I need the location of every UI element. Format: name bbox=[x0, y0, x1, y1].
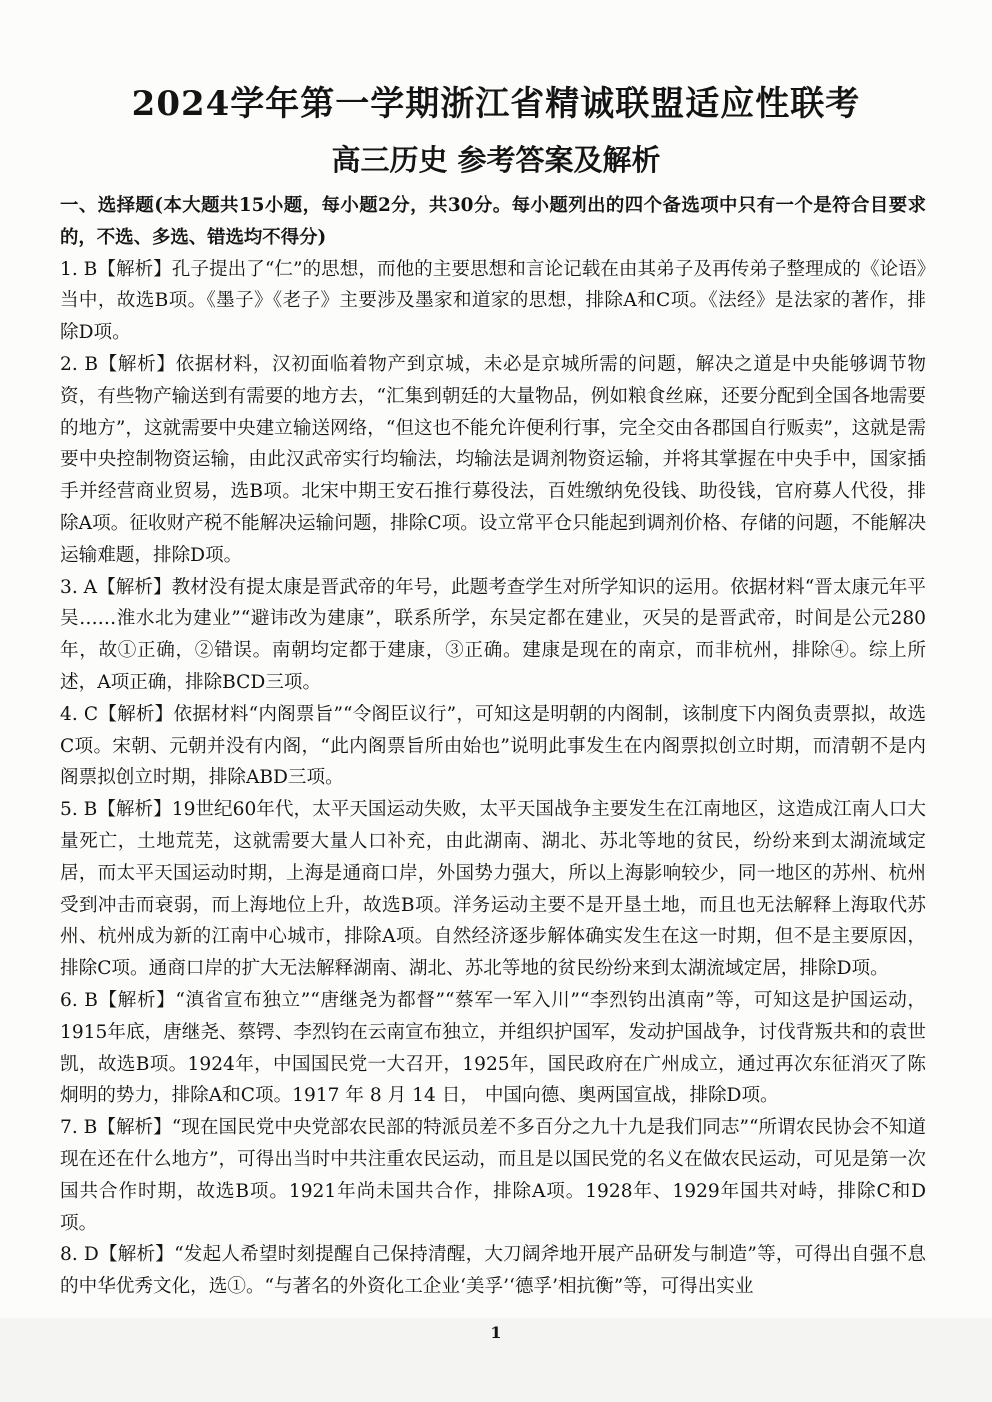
answer-item-8: 8. D【解析】“发起人希望时刻提醒自己保持清醒，大刀阔斧地开展产品研发与制造”等，可得出自强不息的中华优秀文化，选①。“与著名的外资化工企业‘美孚’‘德孚’相抗衡”等，可得出实业 bbox=[60, 1244, 926, 1298]
answer-item-7: 7. B【解析】“现在国民党中央党部农民部的特派员差不多百分之九十九是我们同志”“所谓农民协会不知道现在还在什么地方”，可得出当时中共注重农民运动，而且是以国民党的名义在做农民运动，可见是第一次国共合作时期，故选B项。1921年尚未国共合作，排除A项。1928年、1929年国共对峙，排除C和D项。 bbox=[60, 1117, 926, 1234]
section-heading: 一、选择题(本大题共15小题，每小题2分，共30分。每小题列出的四个备选项中只有一个是符合目要求的，不选、多选、错选均不得分) bbox=[60, 195, 926, 248]
exam-title: 2024学年第一学期浙江省精诚联盟适应性联考 bbox=[131, 84, 861, 124]
answer-item-6: 6. B【解析】“滇省宣布独立”“唐继尧为都督”“蔡军一军入川”“李烈钧出滇南”等，可知这是护国运动，1915年底，唐继尧、蔡锷、李烈钧在云南宣布独立，并组织护国军，发动护国战争，讨伐背叛共和的袁世凯，故选B项。1924年，中国国民党一大召开，1925年，国民政府在广州成立，通过再次东征消灭了陈炯明的势力，排除A和C项。1917 年 8 月 14 日， 中国向德、奥两国宣战，排除D项。 bbox=[60, 989, 926, 1107]
document-subtitle: 高三历史 参考答案及解析 bbox=[331, 143, 661, 177]
answer-item-2: 2. B【解析】依据材料，汉初面临着物产到京城，未必是京城所需的问题，解决之道是中央能够调节物资，有些物产输送到有需要的地方去，“汇集到朝廷的大量物品，例如粮食丝麻，还要分配到全国各地需要的地方”，这就需要中央建立输送网络，“但这也不能允许便利行事，完全交由各郡国自行贩卖”，这就是需要中央控制物资运输，由此汉武帝实行均输法，均输法是调剂物资运输，并将其掌握在中央手中，国家插手并经营商业贸易，选B项。北宋中期王安石推行募役法，百姓缴纳免役钱、助役钱，官府募人代役，排除A项。征收财产税不能解决运输问题，排除C项。设立常平仓只能起到调剂价格、存储的问题，不能解决运输难题，排除D项。 bbox=[60, 353, 926, 566]
answer-item-4: 4. C【解析】依据材料“内阁票旨”“令阁臣议行”，可知这是明朝的内阁制，该制度下内阁负责票拟，故选C项。宋朝、元朝并没有内阁，“此内阁票旨所由始也”说明此事发生在内阁票拟创立时期，而清朝不是内阁票拟创立时期，排除ABD三项。 bbox=[60, 703, 926, 789]
answer-item-3: 3. A【解析】教材没有提太康是晋武帝的年号，此题考查学生对所学知识的运用。依据材料“晋太康元年平吴……淮水北为建业”“避讳改为建康”，联系所学，东吴定都在建业，灭吴的是晋武帝，时间是公元280年，故①正确，②错误。南朝均定都于建康，③正确。建康是现在的南京，而非杭州，排除④。综上所述，A项正确，排除BCD三项。 bbox=[60, 576, 926, 693]
page-number: 1 bbox=[490, 1323, 502, 1342]
answer-item-1: 1. B【解析】孔子提出了“仁”的思想，而他的主要思想和言论记载在由其弟子及再传弟子整理成的《论语》当中，故选B项。《墨子》《老子》主要涉及墨家和道家的思想，排除A和C项。《法经》是法家的著作，排除D项。 bbox=[60, 258, 926, 344]
answer-content bbox=[60, 190, 926, 1303]
answer-item-5: 5. B【解析】19世纪60年代，太平天国运动失败，太平天国战争主要发生在江南地区，这造成江南人口大量死亡，土地荒芜，这就需要大量人口补充，由此湖南、湖北、苏北等地的贫民，纷纷来到太湖流域定居，而太平天国运动时期，上海是通商口岸，外国势力强大，所以上海影响较少，同一地区的苏州、杭州受到冲击而衰弱，而上海地位上升，故选B项。洋务运动主要不是开垦土地，而且也无法解释上海取代苏州、杭州成为新的江南中心城市，排除A项。自然经济逐步解体确实发生在这一时期，但不是主要原因，排除C项。通商口岸的扩大无法解释湖南、湖北、苏北等地的贫民纷纷来到太湖流域定居，排除D项。 bbox=[60, 799, 926, 980]
